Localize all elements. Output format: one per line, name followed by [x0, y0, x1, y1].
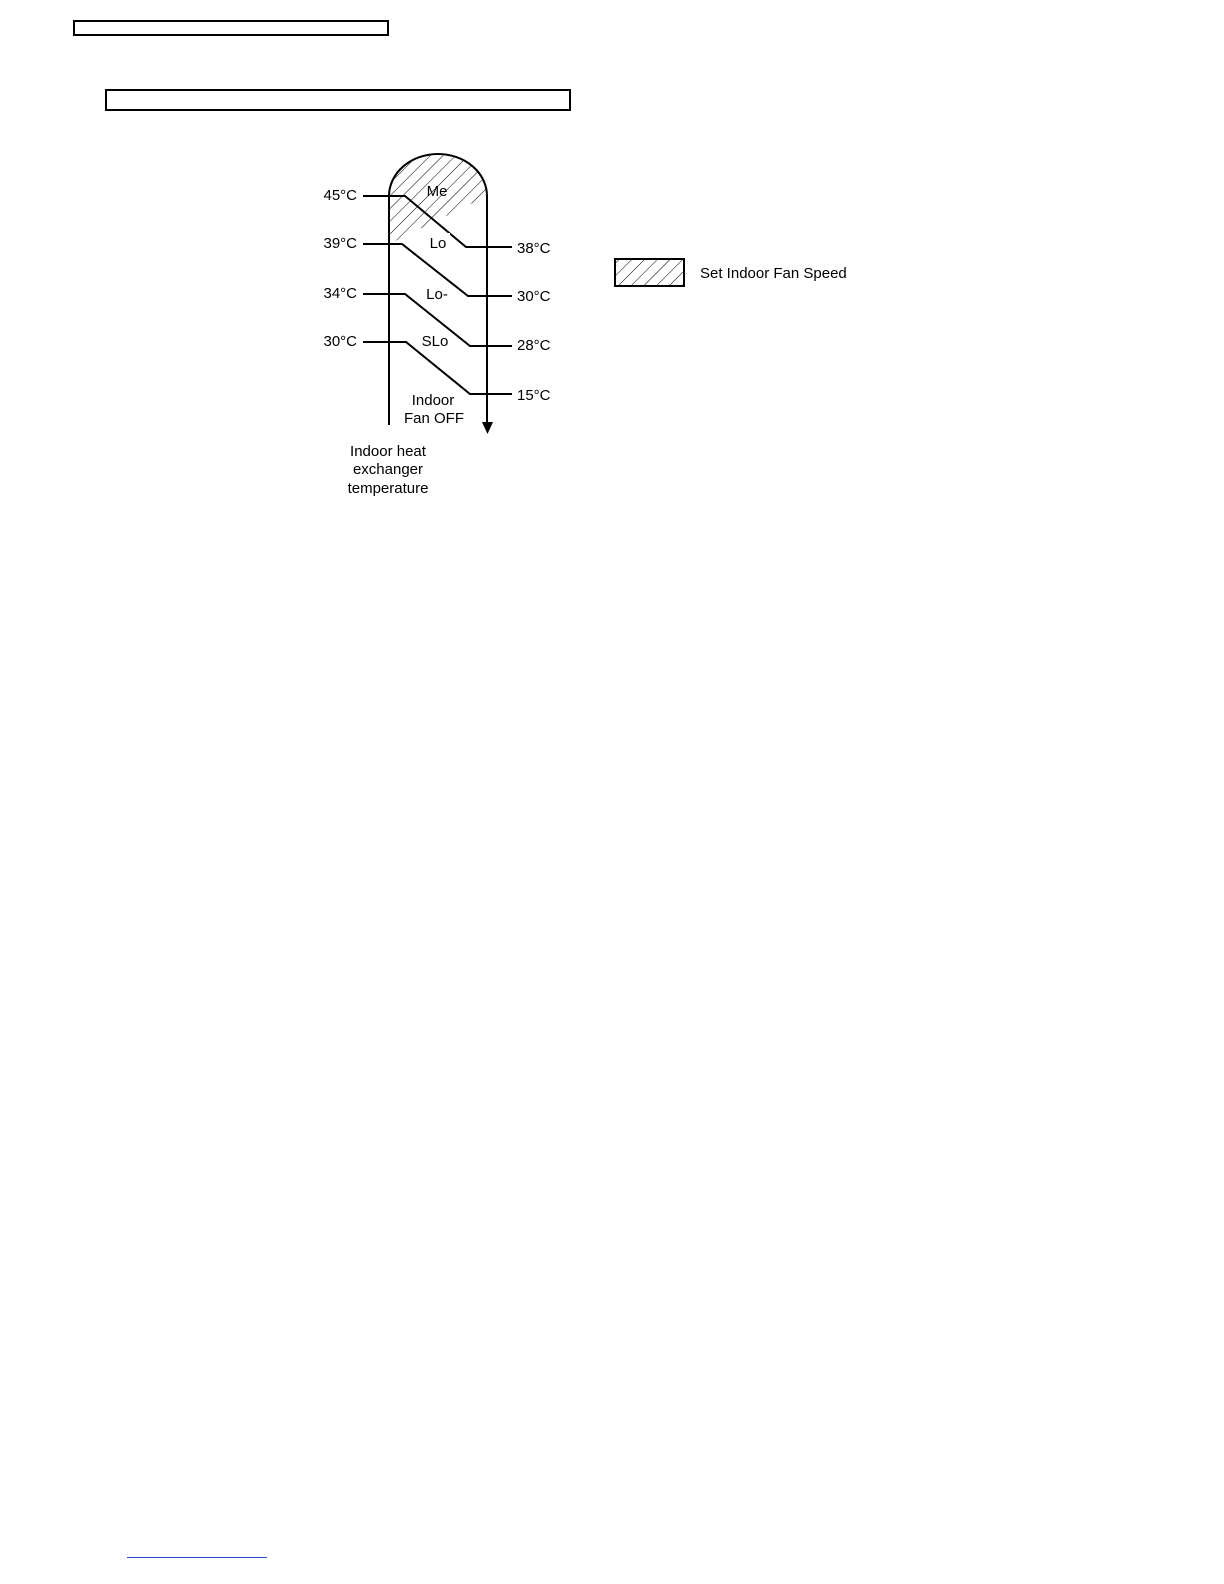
down-arrow-icon [482, 422, 493, 434]
axis-label-line1: Indoor heat [350, 443, 426, 460]
speed-label-lo-minus: Lo- [426, 286, 448, 303]
speed-label-lo: Lo [429, 235, 447, 252]
axis-label-line2: exchanger [352, 461, 424, 478]
left-temp-label: 45°C [323, 187, 357, 204]
speed-label-me: Me [426, 183, 448, 200]
legend-swatch [615, 259, 684, 286]
left-temp-label: 34°C [323, 285, 357, 302]
left-temp-label: 39°C [323, 235, 357, 252]
set-fan-speed-region [389, 154, 487, 296]
left-temp-label: 30°C [323, 333, 357, 350]
right-temp-label: 30°C [517, 288, 551, 305]
speed-label-slo: SLo [421, 333, 449, 350]
footer-link-underline[interactable] [127, 1557, 267, 1558]
right-temp-label: 15°C [517, 387, 551, 404]
axis-label-line3: temperature [347, 480, 429, 497]
right-temp-label: 38°C [517, 240, 551, 257]
fan-off-label-line1: Indoor [411, 392, 455, 409]
right-temp-label: 28°C [517, 337, 551, 354]
fan-off-label-line2: Fan OFF [403, 410, 465, 427]
legend-label: Set Indoor Fan Speed [700, 265, 847, 282]
